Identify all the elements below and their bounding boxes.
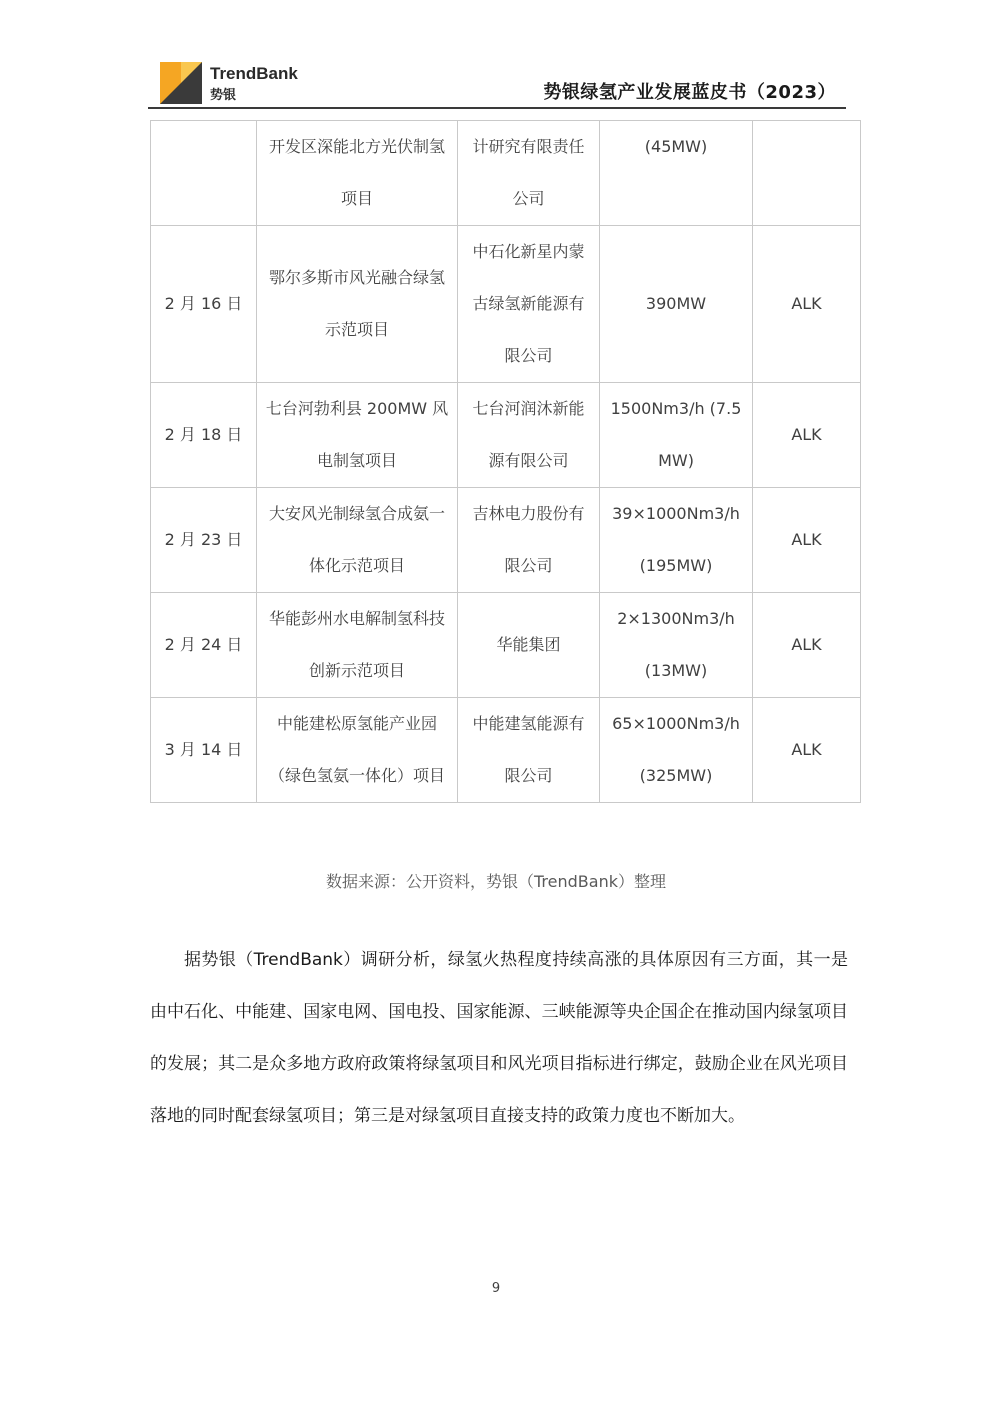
project-cell: 七台河勃利县 200MW 风电制氢项目 xyxy=(257,383,458,488)
capacity-cell: 39×1000Nm3/h (195MW) xyxy=(600,488,753,593)
technology-cell: ALK xyxy=(753,488,861,593)
company-cell: 中能建氢能源有限公司 xyxy=(458,698,600,803)
date-cell xyxy=(151,121,257,226)
body-paragraph: 据势银（TrendBank）调研分析，绿氢火热程度持续高涨的具体原因有三方面，其一是由中石化、中能建、国家电网、国电投、国家能源、三峡能源等央企国企在推动国内绿氢项目的发展；其二是众多地方政府政策将绿氢项目和风光项目指标进行绑定，鼓励企业在风光项目落地的同时配套绿氢项目；第三是对绿氢项目直接支持的政策力度也不断加大。 xyxy=(150,950,848,1126)
company-cell: 华能集团 xyxy=(458,593,600,698)
technology-cell xyxy=(753,121,861,226)
technology-cell: ALK xyxy=(753,593,861,698)
company-cell: 计研究有限责任公司 xyxy=(458,121,600,226)
technology-cell: ALK xyxy=(753,383,861,488)
table-row xyxy=(151,593,861,698)
company-cell: 中石化新星内蒙古绿氢新能源有限公司 xyxy=(458,226,600,383)
table-source-note: 数据来源：公开资料，势银（TrendBank）整理 xyxy=(326,872,666,891)
technology-cell: ALK xyxy=(753,226,861,383)
document-title: 势银绿氢产业发展蓝皮书（2023） xyxy=(543,82,836,103)
company-cell: 七台河润沐新能源有限公司 xyxy=(458,383,600,488)
project-cell: 开发区深能北方光伏制氢项目 xyxy=(257,121,458,226)
logo-brand-en: TrendBank xyxy=(210,64,298,83)
capacity-cell: 1500Nm3/h (7.5MW) xyxy=(600,383,753,488)
page-number: 9 xyxy=(491,1281,501,1296)
trendbank-logo-icon xyxy=(160,62,202,104)
page-header xyxy=(148,58,846,110)
project-cell: 鄂尔多斯市风光融合绿氢示范项目 xyxy=(257,226,458,383)
date-cell: 2 月 24 日 xyxy=(151,593,257,698)
project-cell: 中能建松原氢能产业园（绿色氢氨一体化）项目 xyxy=(257,698,458,803)
table-row xyxy=(151,121,861,226)
date-cell: 2 月 16 日 xyxy=(151,226,257,383)
table-row xyxy=(151,226,861,383)
table-row xyxy=(151,698,861,803)
date-cell: 3 月 14 日 xyxy=(151,698,257,803)
table-row xyxy=(151,383,861,488)
date-cell: 2 月 18 日 xyxy=(151,383,257,488)
capacity-cell: 65×1000Nm3/h (325MW) xyxy=(600,698,753,803)
capacity-cell: 390MW xyxy=(600,226,753,383)
project-cell: 华能彭州水电解制氢科技创新示范项目 xyxy=(257,593,458,698)
capacity-cell: (45MW) xyxy=(600,121,753,226)
date-cell: 2 月 23 日 xyxy=(151,488,257,593)
technology-cell: ALK xyxy=(753,698,861,803)
company-cell: 吉林电力股份有限公司 xyxy=(458,488,600,593)
project-cell: 大安风光制绿氢合成氨一体化示范项目 xyxy=(257,488,458,593)
green-hydrogen-projects-table xyxy=(150,120,861,803)
table-row xyxy=(151,488,861,593)
logo-brand-cn: 势银 xyxy=(210,88,237,103)
header-divider xyxy=(148,107,846,109)
capacity-cell: 2×1300Nm3/h (13MW) xyxy=(600,593,753,698)
